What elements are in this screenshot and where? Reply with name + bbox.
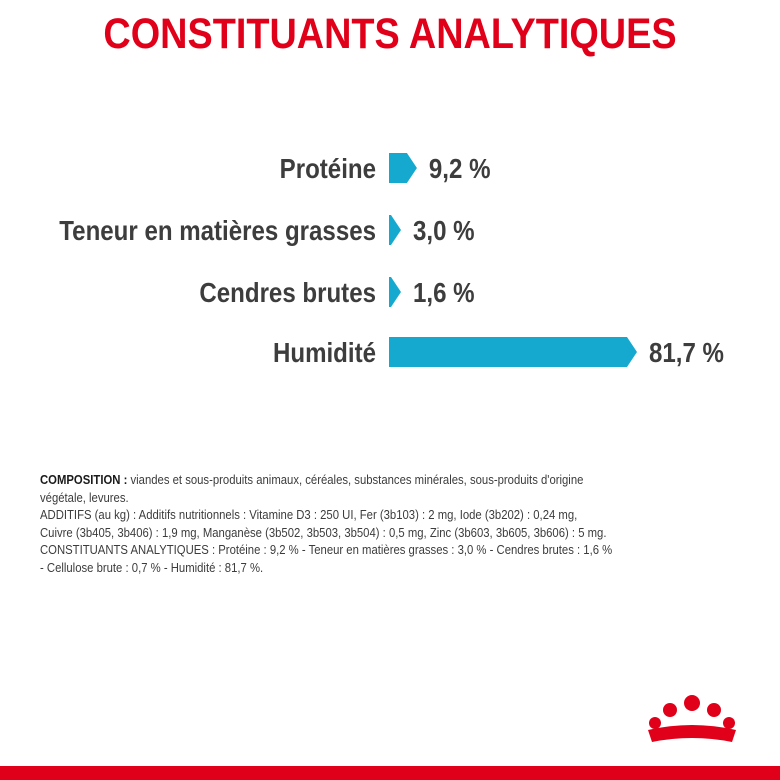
composition-line-2: végétale, levures. <box>40 489 129 505</box>
bar <box>389 153 417 183</box>
page-title: CONSTITUANTS ANALYTIQUES <box>103 10 677 58</box>
composition-label: COMPOSITION : <box>40 472 128 487</box>
value-label: 9,2 % <box>428 152 491 185</box>
value-label: 81,7 % <box>649 336 724 369</box>
category-label: Cendres brutes <box>199 276 376 309</box>
value-label: 3,0 % <box>413 214 475 247</box>
category-label: Humidité <box>272 336 376 369</box>
category-label: Teneur en matières grasses <box>59 214 376 247</box>
bottom-brand-bar <box>0 766 780 780</box>
composition-line-4: Cuivre (3b405, 3b406) : 1,9 mg, Manganèse (3b502, 3b503, 3b504) : 0,5 mg, Zinc (3b603, 3b605, 3b606) : 5 mg. <box>40 524 607 540</box>
composition-line-6: - Cellulose brute : 0,7 % - Humidité : 81,7 %. <box>40 559 264 575</box>
composition-text <box>40 471 740 576</box>
composition-line-1 <box>40 471 649 489</box>
composition-line-1-text: viandes et sous-produits animaux, céréales, substances minérales, sous-produits d'origine <box>130 472 584 487</box>
bar <box>389 337 637 367</box>
composition-line-3: ADDITIFS (au kg) : Additifs nutritionnels : Vitamine D3 : 250 UI, Fer (3b103) : 2 mg, Iode (3b202) : 0,24 mg, <box>40 507 578 522</box>
bar <box>389 215 401 245</box>
value-label: 1,6 % <box>413 276 475 309</box>
category-label: Protéine <box>279 152 376 185</box>
composition-line-5: CONSTITUANTS ANALYTIQUES : Protéine : 9,2 % - Teneur en matières grasses : 3,0 % - Cendres brutes : 1,6 % <box>40 542 613 557</box>
crown-icon <box>640 690 750 750</box>
bar <box>389 277 401 307</box>
